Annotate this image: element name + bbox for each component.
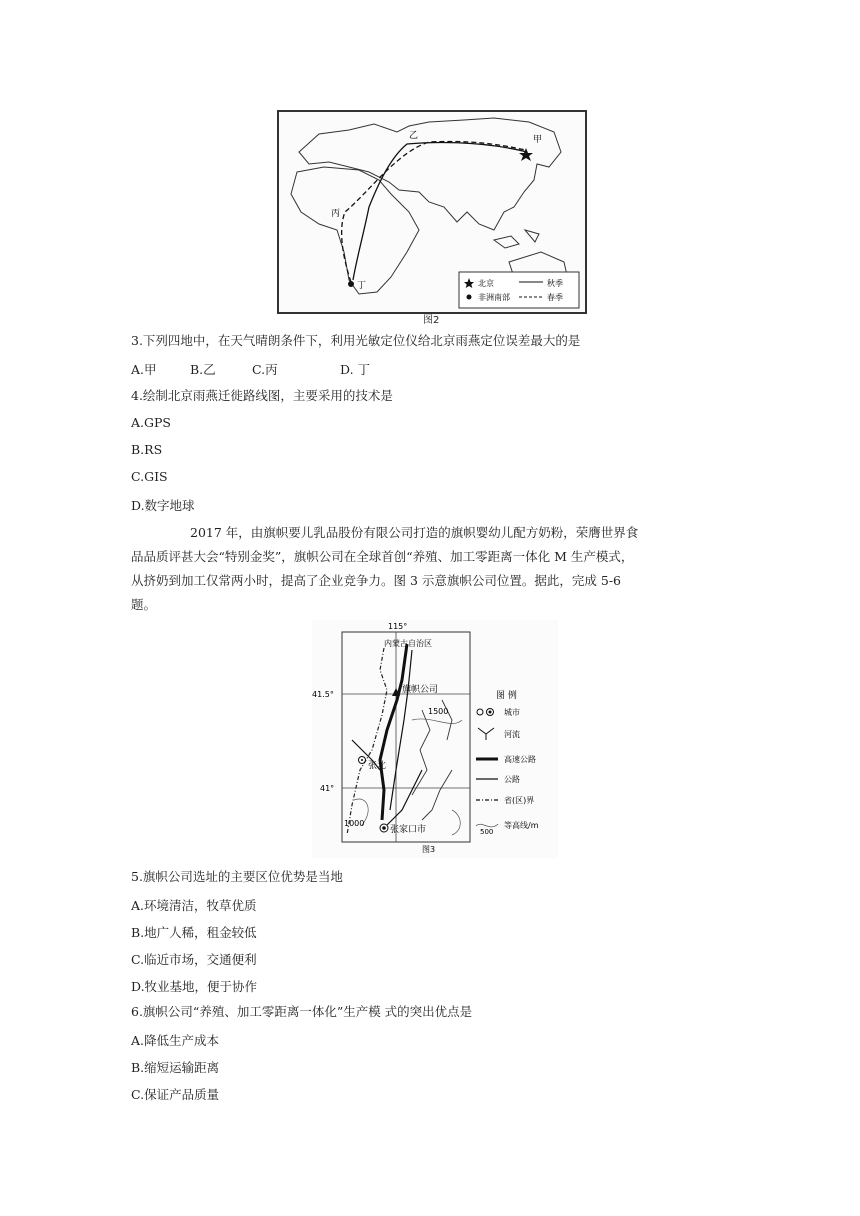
legend-contour-500: 500 (480, 828, 494, 836)
q5-option-c: C.临近市场，交通便利 (131, 952, 257, 967)
passage-line-3: 从挤奶到加工仅常两小时，提高了企业竞争力。图 3 示意旗帜公司位置。据此，完成 5-6 (131, 573, 622, 588)
legend-city: 城市 (504, 708, 520, 717)
latitude-label-41: 41° (320, 784, 335, 793)
q4-option-c: C.GIS (131, 469, 168, 484)
legend-spring: 春季 (547, 293, 563, 302)
figure-2-map (277, 110, 587, 314)
figure-3-caption: 图3 (422, 845, 436, 854)
city-label-zhangbei: 张北 (368, 761, 387, 771)
q3-option-b: B.乙 (190, 362, 216, 377)
river-line (412, 700, 452, 820)
contour-lines (354, 719, 462, 835)
longitude-label: 115° (388, 622, 408, 631)
question-3-stem: 3.下列四地中，在天气晴朗条件下，利用光敏定位仪给北京雨燕定位误差最大的是 (131, 333, 581, 348)
q4-option-a: A.GPS (131, 415, 171, 430)
label-yi: 乙 (409, 131, 419, 141)
road-line (352, 650, 422, 825)
islands (494, 230, 539, 248)
passage-line-4: 题。 (131, 597, 157, 612)
city-label-zhangjiakou: 张家口市 (390, 825, 427, 835)
q6-option-c: C.保证产品质量 (131, 1087, 220, 1102)
question-6-stem: 6.旗帜公司“养殖、加工零距离一体化”生产模 式的突出优点是 (131, 1004, 473, 1019)
legend-boundary: 省(区)界 (504, 796, 535, 805)
contour-label-1000: 1000 (344, 819, 365, 828)
legend-road: 公路 (504, 775, 520, 784)
legend-highway: 高速公路 (504, 755, 536, 764)
q4-option-d: D.数字地球 (131, 498, 195, 513)
legend-autumn: 秋季 (547, 279, 563, 288)
spring-route (342, 141, 525, 282)
q6-option-a: A.降低生产成本 (131, 1033, 220, 1048)
passage-line-1: 2017 年，由旗帜要儿乳品股份有限公司打造的旗帜婴幼儿配方奶粉，荣膺世界食 (190, 525, 639, 540)
label-jia: 甲 (533, 135, 543, 145)
q3-option-a: A.甲 (131, 362, 157, 377)
q3-option-c: C.丙 (252, 362, 278, 377)
q5-option-d: D.牧业基地，便于协作 (131, 979, 258, 994)
figure2-legend (459, 272, 579, 308)
autumn-route (353, 142, 527, 280)
highway-line (380, 644, 407, 820)
region-label: 内蒙古自治区 (384, 639, 432, 648)
legend-contour: 等高线/m (504, 821, 539, 830)
latitude-label-41-5: 41.5° (312, 690, 334, 699)
figure-3-map (312, 620, 558, 858)
south-africa-dot-icon (348, 281, 354, 287)
q5-option-b: B.地广人稀，租金较低 (131, 925, 257, 940)
q5-option-a: A.环境清洁，牧草优质 (131, 898, 257, 913)
label-bing: 丙 (331, 209, 341, 219)
figure-2-caption: 图2 (423, 315, 440, 326)
q3-option-d: D. 丁 (340, 362, 371, 377)
q4-option-b: B.RS (131, 442, 163, 457)
question-5-stem: 5.旗帜公司选址的主要区位优势是当地 (131, 869, 343, 884)
legend-river: 河流 (504, 730, 520, 739)
question-4-stem: 4.绘制北京雨燕迁徙路线图，主要采用的技术是 (131, 388, 393, 403)
legend-title: 图 例 (496, 691, 517, 701)
passage-line-2: 品品质评甚大会“特别金奖”，旗帜公司在全球首创“养殖、加工零距离一体化 M 生产模式， (131, 549, 634, 564)
africa-landmass (291, 167, 419, 294)
label-ding: 丁 (357, 281, 367, 291)
contour-label-1500: 1500 (428, 707, 449, 716)
company-label: 旗帜公司 (402, 685, 439, 695)
figure3-legend (476, 689, 539, 836)
legend-beijing: 北京 (478, 279, 494, 288)
legend-south-africa: 非洲南部 (478, 293, 510, 302)
location-map-svg (312, 620, 558, 858)
q6-option-b: B.缩短运输距离 (131, 1060, 220, 1075)
migration-map-svg (279, 112, 585, 312)
